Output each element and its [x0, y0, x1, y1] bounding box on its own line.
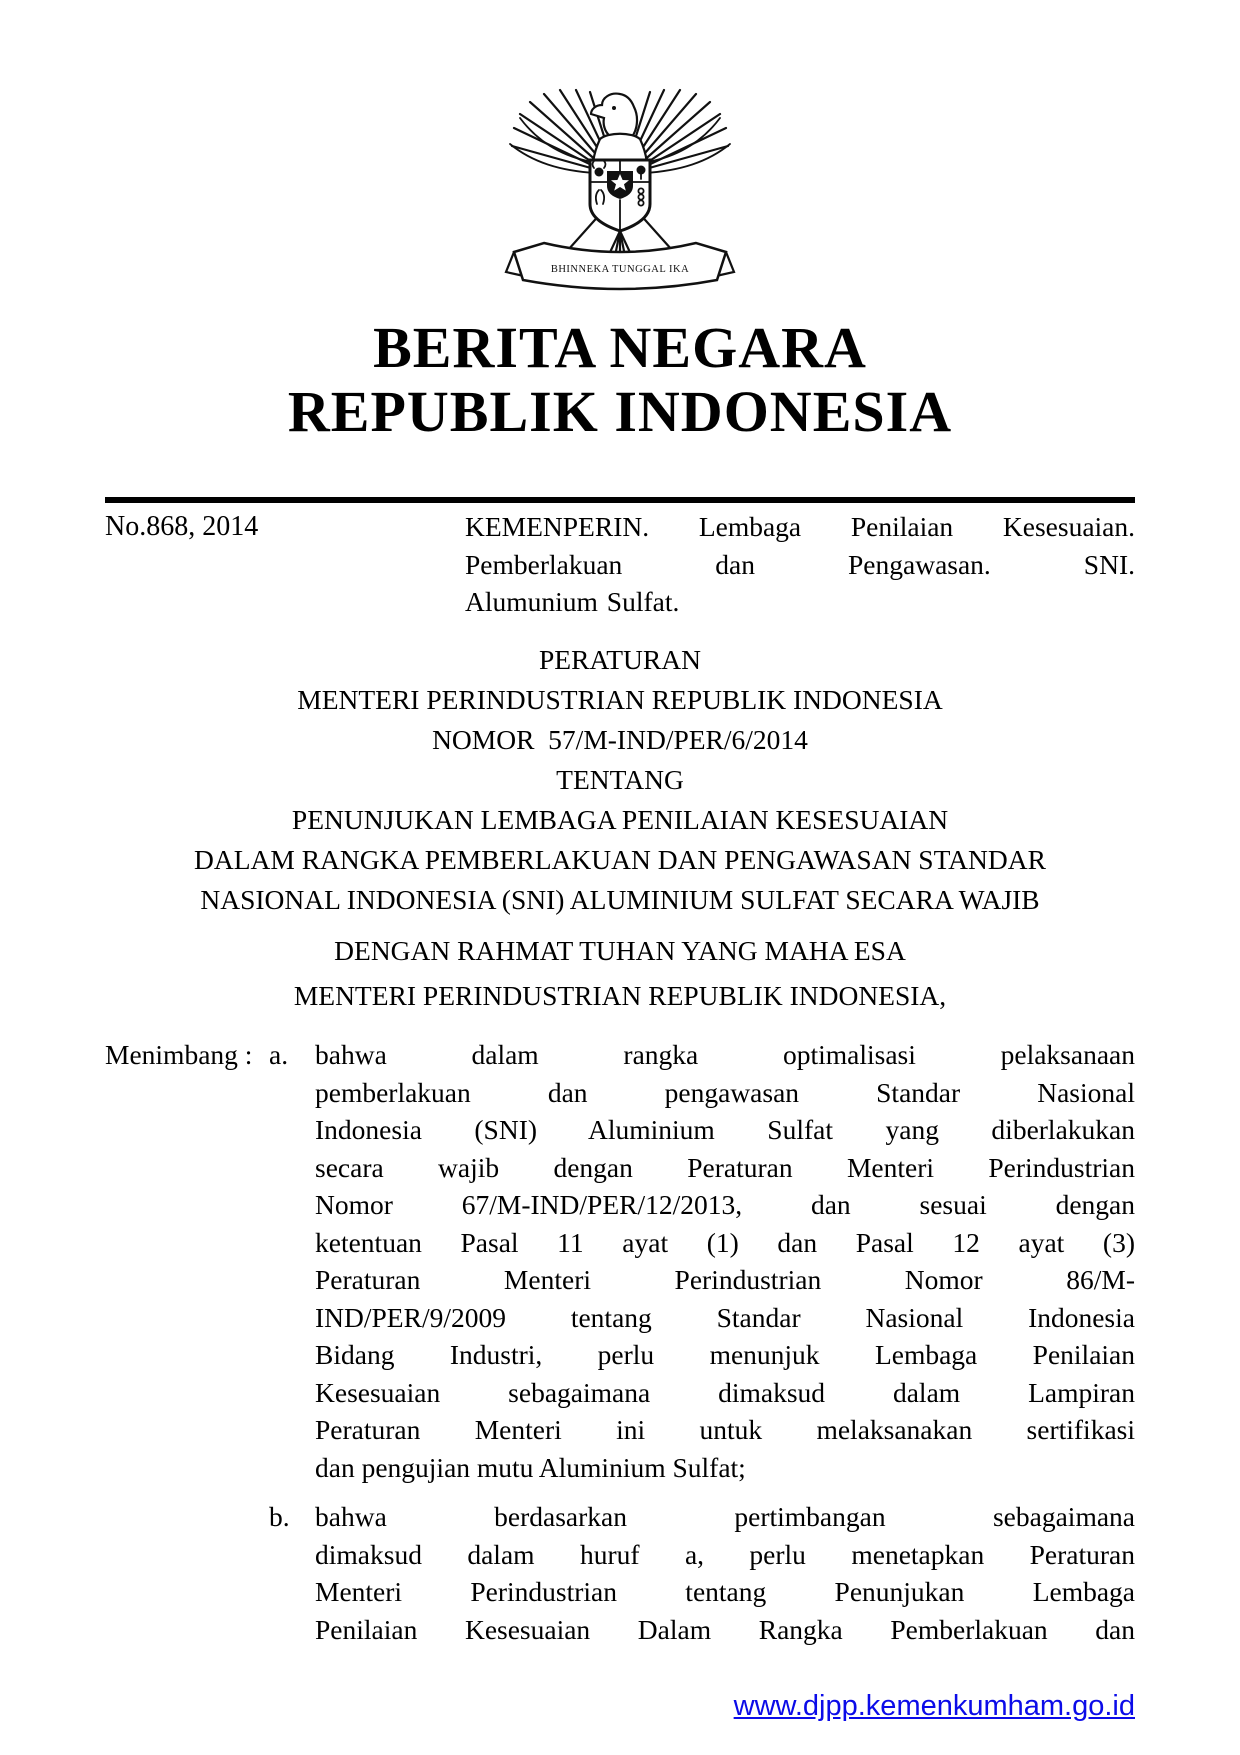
text-line: ketentuan Pasal 11 ayat (1) dan Pasal 12 ayat (3) [315, 1226, 1135, 1258]
footer-link[interactable]: www.djpp.kemenkumham.go.id [733, 1690, 1135, 1722]
issue-number: No.868, 2014 [105, 511, 259, 542]
regulation-heading [105, 640, 1135, 920]
masthead-row [105, 508, 1135, 621]
text-line: Kesesuaian sebagaimana dimaksud dalam Lampiran [315, 1376, 1135, 1408]
text-line: secara wajib dengan Peraturan Menteri Perindustrian [315, 1151, 1135, 1183]
bull-icon [595, 168, 604, 177]
pancasila-shield-icon [590, 160, 650, 231]
text-line: NASIONAL INDONESIA (SNI) ALUMINIUM SULFAT SECARA WAJIB [200, 884, 1040, 915]
text-line: Indonesia (SNI) Aluminium Sulfat yang diberlakukan [315, 1114, 1135, 1145]
emblem-motto: BHINNEKA TUNGGAL IKA [550, 264, 690, 275]
text-line: KEMENPERIN. Lembaga Penilaian Kesesuaian. [465, 511, 1135, 542]
consideration-item-a [269, 1036, 1135, 1486]
invocation [105, 928, 1135, 1018]
text-line: Pemberlakuan dan Pengawasan. SNI. [465, 548, 1135, 580]
text-line: IND/PER/9/2009 tentang Standar Nasional Indonesia [315, 1301, 1135, 1333]
text-line: Bidang Industri, perlu menunjuk Lembaga Penilaian [315, 1339, 1135, 1370]
text-line: TENTANG [556, 764, 684, 795]
consideration-item-b [269, 1498, 1135, 1648]
text-line: MENTERI PERINDUSTRIAN REPUBLIK INDONESIA, [293, 980, 947, 1011]
text-line: bahwa berdasarkan pertimbangan sebagaimana [315, 1501, 1135, 1532]
gazette-title [0, 316, 1240, 444]
text-line: Peraturan Menteri Perindustrian Nomor 86/M- [315, 1264, 1135, 1295]
garuda-pancasila-emblem [498, 84, 742, 300]
text-line: bahwa dalam rangka optimalisasi pelaksanaan [315, 1039, 1135, 1070]
item-marker: a. [269, 1039, 289, 1070]
text-line: PENUNJUKAN LEMBAGA PENILAIAN KESESUAIAN [291, 804, 949, 835]
text-line: Nomor 67/M-IND/PER/12/2013, dan sesuai dengan [315, 1189, 1135, 1220]
considerations-items [269, 1036, 1135, 1648]
text-line: pemberlakuan dan pengawasan Standar Nasional [315, 1076, 1135, 1108]
text-line: dimaksud dalam huruf a, perlu menetapkan Peraturan [315, 1538, 1135, 1570]
text-line: DALAM RANGKA PEMBERLAKUAN DAN PENGAWASAN STANDAR [194, 844, 1046, 875]
text-line: Peraturan Menteri ini untuk melaksanakan sertifikasi [315, 1414, 1135, 1445]
text-line: Alumunium Sulfat. [465, 586, 680, 617]
gazette-title-line-1: BERITA NEGARA [373, 315, 867, 380]
item-text [315, 1498, 1135, 1648]
item-marker: b. [269, 1501, 290, 1532]
subject-abstract [465, 508, 1135, 621]
text-line: NOMOR 57/M-IND/PER/6/2014 [432, 724, 808, 755]
masthead-divider [105, 497, 1135, 503]
text-line: dan pengujian mutu Aluminium Sulfat; [315, 1451, 746, 1483]
item-text [315, 1036, 1135, 1486]
gazette-title-line-2: REPUBLIK INDONESIA [287, 379, 953, 444]
text-line: PERATURAN [539, 644, 701, 675]
text-line: DENGAN RAHMAT TUHAN YANG MAHA ESA [334, 935, 906, 966]
considerations-section [105, 1036, 1135, 1648]
text-line: Menteri Perindustrian tentang Penunjukan Lembaga [315, 1576, 1135, 1607]
text-line: Penilaian Kesesuaian Dalam Rangka Pemberlakuan dan [315, 1613, 1135, 1645]
text-line: MENTERI PERINDUSTRIAN REPUBLIK INDONESIA [297, 684, 943, 715]
considerations-label: Menimbang : [105, 1039, 253, 1070]
